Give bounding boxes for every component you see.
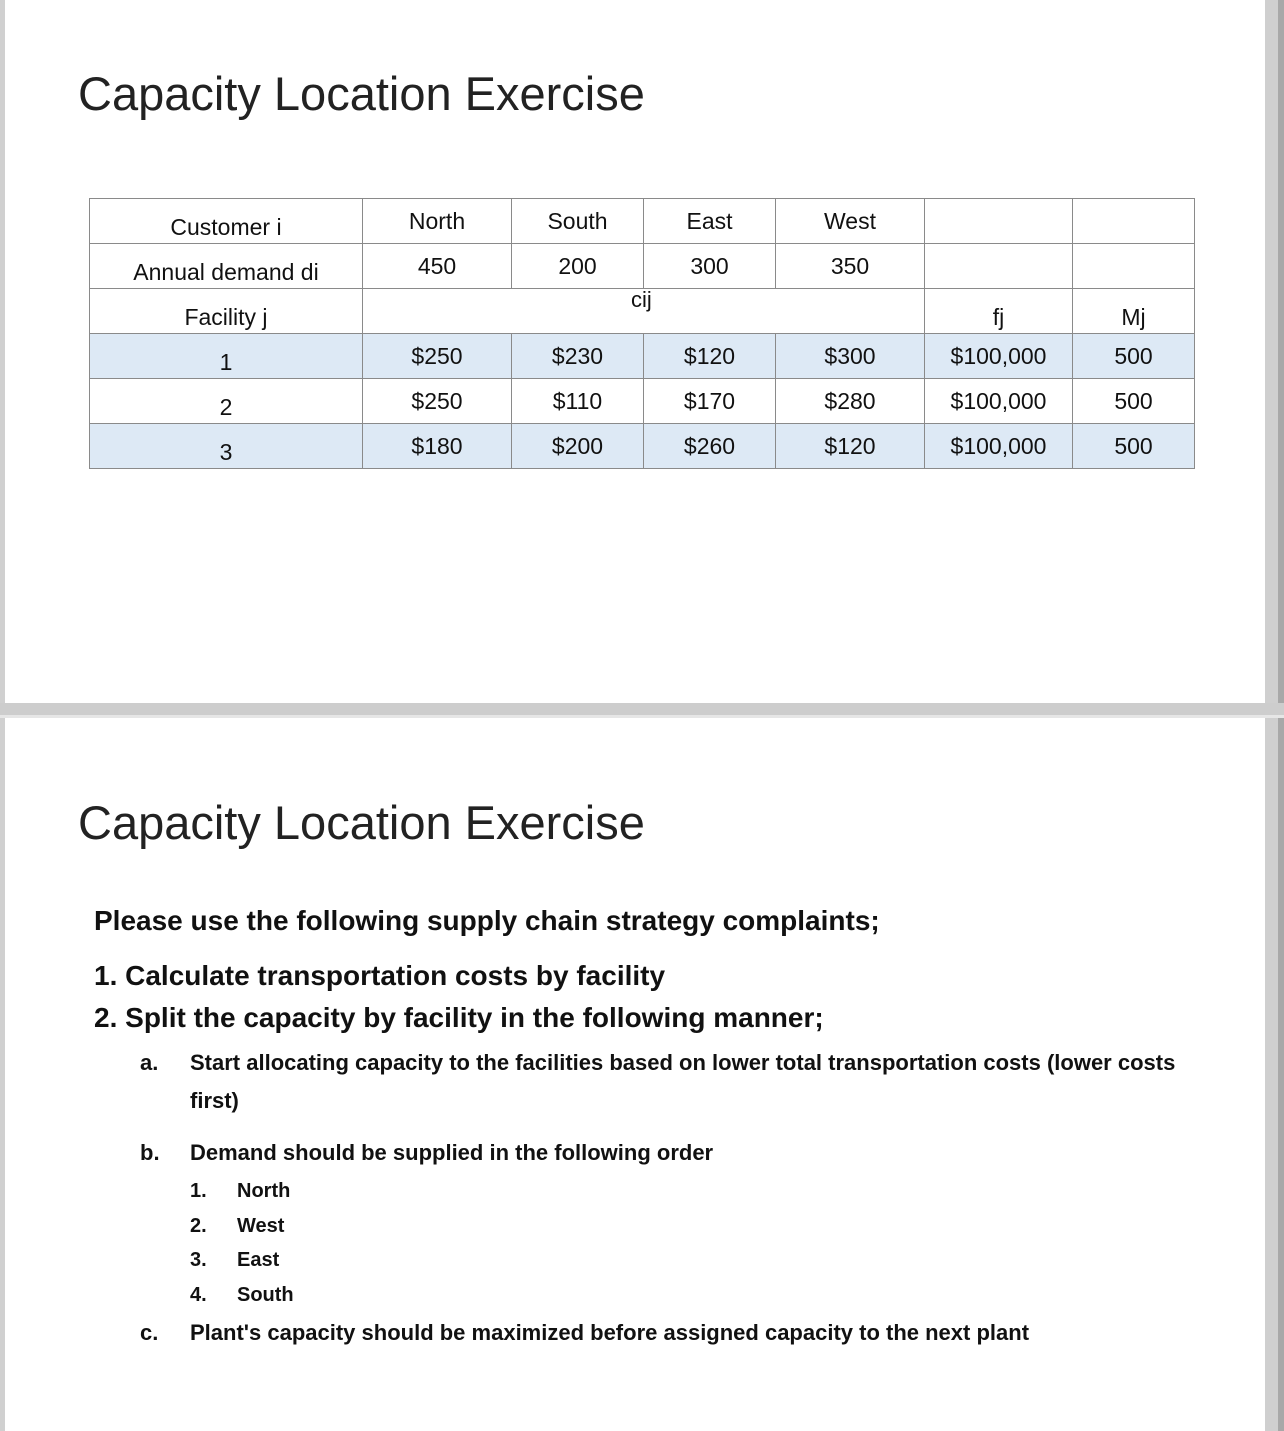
cost-cell: $250 <box>363 379 512 424</box>
demand-label-cell: Annual demand di <box>90 244 363 289</box>
empty-cell <box>1073 244 1195 289</box>
cost-cell: $250 <box>363 334 512 379</box>
cost-cell: $170 <box>644 379 776 424</box>
capacity-cell: 500 <box>1073 334 1195 379</box>
customer-south: South <box>512 199 644 244</box>
facility-id: 1 <box>90 334 363 379</box>
cost-cell: $120 <box>776 424 925 469</box>
demand-order-item: 3. East <box>190 1249 280 1271</box>
steps-list <box>94 960 1244 1352</box>
capacity-cell: 500 <box>1073 424 1195 469</box>
capacity-cell: 500 <box>1073 379 1195 424</box>
slide-separator <box>0 703 1284 715</box>
demand-row <box>90 244 1195 289</box>
fixed-cost-cell: $100,000 <box>925 334 1073 379</box>
facility-row-2 <box>90 379 1195 424</box>
demand-south: 200 <box>512 244 644 289</box>
cost-cell: $260 <box>644 424 776 469</box>
customer-north: North <box>363 199 512 244</box>
cost-cell: $180 <box>363 424 512 469</box>
demand-west: 350 <box>776 244 925 289</box>
fixed-cost-cell: $100,000 <box>925 424 1073 469</box>
step-1: 1. Calculate transportation costs by facility <box>94 960 666 991</box>
facility-row-1 <box>90 334 1195 379</box>
demand-east: 300 <box>644 244 776 289</box>
sub-steps-list <box>94 1044 1244 1352</box>
instructions <box>94 905 1244 1366</box>
facility-id: 3 <box>90 424 363 469</box>
customer-label-cell: Customer i <box>90 199 363 244</box>
slide-1-title: Capacity Location Exercise <box>78 67 645 120</box>
demand-order-item: 4. South <box>190 1283 294 1306</box>
fixed-cost-cell: $100,000 <box>925 379 1073 424</box>
demand-order-item: 2. West <box>190 1214 285 1237</box>
slide-separator-shadow <box>0 715 1284 718</box>
cost-cell: $200 <box>512 424 644 469</box>
customer-row <box>90 199 1195 244</box>
empty-cell <box>925 199 1073 244</box>
slide-2-title: Capacity Location Exercise <box>78 796 645 849</box>
cost-cell: $110 <box>512 379 644 424</box>
sub-step-a: a. Start allocating capacity to the facilities based on lower total transportation costs (lower costs first) <box>140 1050 1176 1113</box>
cost-cell: $280 <box>776 379 925 424</box>
demand-north: 450 <box>363 244 512 289</box>
cost-cell: $120 <box>644 334 776 379</box>
cost-cell: $230 <box>512 334 644 379</box>
facility-row-3 <box>90 424 1195 469</box>
facility-header-row <box>90 289 1195 334</box>
sub-step-c: c. Plant's capacity should be maximized before assigned capacity to the next plant <box>140 1320 1030 1345</box>
customer-west: West <box>776 199 925 244</box>
instructions-intro: Please use the following supply chain strategy complaints; <box>94 905 880 936</box>
mj-header-cell: Mj <box>1073 289 1195 334</box>
facility-id: 2 <box>90 379 363 424</box>
capacity-cost-table <box>89 198 1195 469</box>
customer-east: East <box>644 199 776 244</box>
demand-order-item: 1. North <box>190 1180 291 1202</box>
empty-cell <box>925 244 1073 289</box>
demand-order-list <box>94 1174 1244 1312</box>
cij-label: cij <box>631 287 652 312</box>
facility-label-cell: Facility j <box>90 289 363 334</box>
cost-cell: $300 <box>776 334 925 379</box>
fj-header-cell: fj <box>925 289 1073 334</box>
cij-header-cell <box>363 289 925 334</box>
empty-cell <box>1073 199 1195 244</box>
sub-step-b: b. Demand should be supplied in the following order 1. North 2. West 3. East 4. South <box>94 1134 1244 1312</box>
step-2: 2. Split the capacity by facility in the following manner; a. Start allocating capacity to the facilities based on lower total transportation costs (lower costs first) b. Demand should be supplied in the following order 1. North 2. West 3. East 4. South c. Plant's capacity should be maximized before assigned capacity to the next plant <box>94 1002 1244 1352</box>
